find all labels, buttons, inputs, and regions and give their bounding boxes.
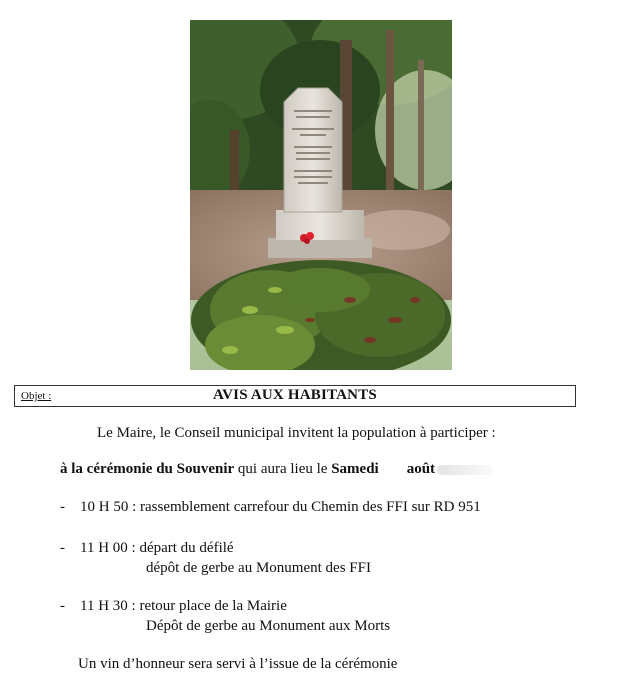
footer-text: Un vin d’honneur sera servi à l’issue de la cérémonie xyxy=(78,656,398,672)
schedule-item-2 xyxy=(60,540,371,576)
redacted-date xyxy=(437,465,493,475)
schedule-subline: Dépôt de gerbe au Monument aux Morts xyxy=(146,618,391,634)
ceremony-day: Samedi xyxy=(331,461,379,477)
schedule-line: 11 H 00 : départ du défilé xyxy=(80,540,234,556)
ceremony-month: août xyxy=(406,461,436,477)
ceremony-bold-text: à la cérémonie du Souvenir xyxy=(60,461,235,477)
bullet-dash: - xyxy=(60,598,65,614)
memorial-photo xyxy=(190,20,452,370)
bullet-dash: - xyxy=(60,540,65,556)
schedule-line: 10 H 50 : rassemblement carrefour du Chemin des FFI sur RD 951 xyxy=(80,499,481,515)
schedule-line: 11 H 30 : retour place de la Mairie xyxy=(80,598,287,614)
intro-text: Le Maire, le Conseil municipal invitent la population à participer : xyxy=(97,425,496,441)
subject-label: Objet : xyxy=(21,390,52,402)
notice-title: AVIS AUX HABITANTS xyxy=(213,387,377,403)
subject-box xyxy=(14,385,576,407)
ceremony-normal-text: qui aura lieu le xyxy=(234,461,332,477)
memorial-photo-drawing xyxy=(190,20,452,370)
schedule-subline: dépôt de gerbe au Monument des FFI xyxy=(146,560,371,576)
ceremony-line xyxy=(60,461,493,478)
bullet-dash: - xyxy=(60,499,65,515)
schedule-item-3 xyxy=(60,598,391,634)
schedule-item-1 xyxy=(60,499,481,516)
